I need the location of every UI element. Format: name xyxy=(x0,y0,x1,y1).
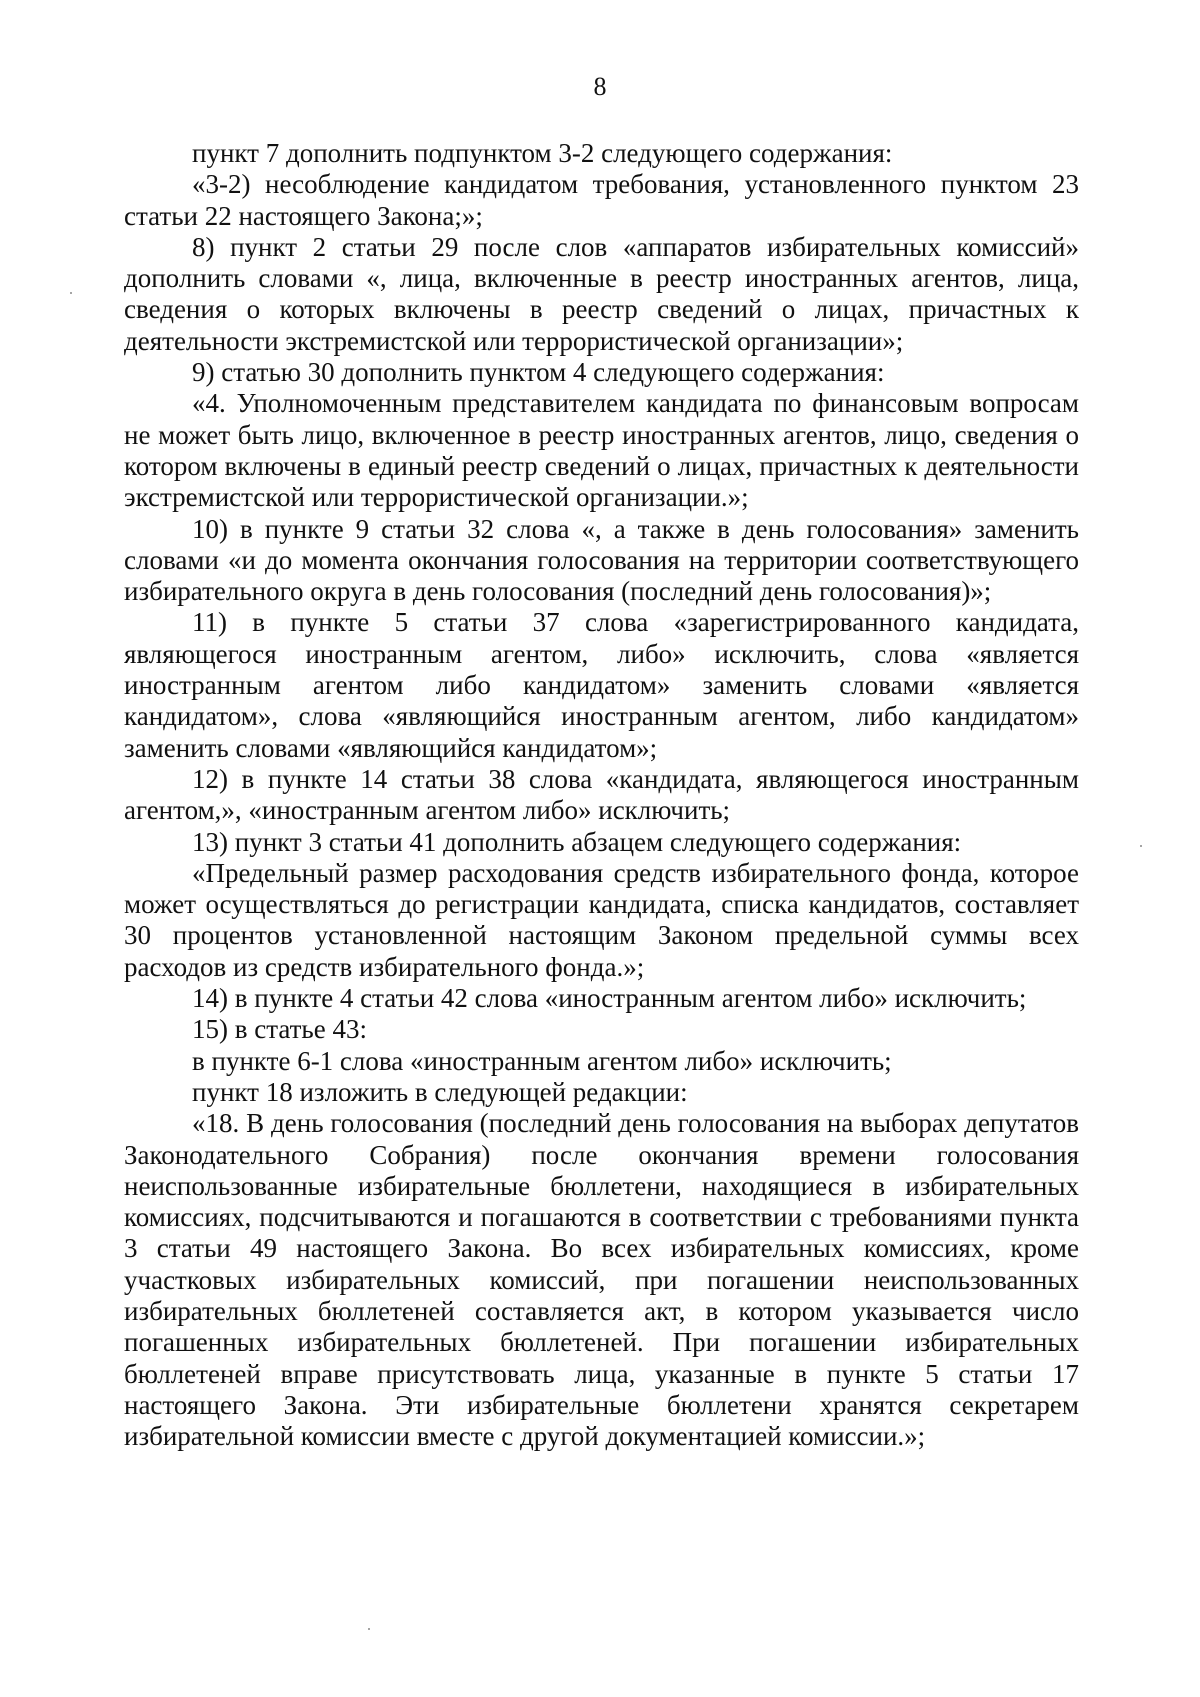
paragraph-article-30-point-4: «4. Уполномоченным представителем кандидата по финансовым вопросам не может быть лицо, включенное в реестр иностранных агентов, лицо, сведения о котором включены в единый реестр сведений о лицах, причастных к деятельности экстремистской или террористической организации.»; xyxy=(124,388,1079,513)
paragraph-article-41-addition: «Предельный размер расходования средств избирательного фонда, которое может осуществляться до регистрации кандидата, списка кандидатов, составляет 30 процентов установленной настоящим Законом предельной суммы всех расходов из средств избирательного фонда.»; xyxy=(124,857,1079,982)
paragraph-intro: пункт 7 дополнить подпунктом 3-2 следующего содержания: xyxy=(192,138,893,168)
paragraph-point-6-1: в пункте 6-1 слова «иностранным агентом либо» исключить; xyxy=(192,1045,892,1076)
paragraph-item-12: 12) в пункте 14 статьи 38 слова «кандидата, являющегося иностранным агентом,», «иностранным агентом либо» исключить; xyxy=(124,763,1079,826)
paragraph-item-10: 10) в пункте 9 статьи 32 слова «, а также в день голосования» заменить словами «и до момента окончания голосования на территории соответствующего избирательного округа в день голосования (последний день голосования)»; xyxy=(124,513,1079,607)
scan-speck xyxy=(368,1628,370,1630)
paragraph-subitem-3-2: «3-2) несоблюдение кандидатом требования, установленного пунктом 23 статьи 22 настоящего Закона;»; xyxy=(124,169,1079,231)
scan-speck xyxy=(1140,845,1142,847)
paragraph-point-18-text: «18. В день голосования (последний день голосования на выборах депутатов Законодательного Собрания) после окончания времени голосования неиспользованные избирательные бюллетени, находящиеся в избирательных комиссиях, подсчитываются и погашаются в соответствии с требованиями пункта 3 статьи 49 настоящего Закона. Во всех избирательных комиссиях, кроме участковых избирательных комиссий, при погашении неиспользованных избирательных бюллетеней составляется акт, в котором указывается число погашенных избирательных бюллетеней. При погашении избирательных бюллетеней вправе присутствовать лица, указанные в пункте 5 статьи 17 настоящего Закона. Эти избирательные бюллетени хранятся секретарем избирательной комиссии вместе с другой документацией комиссии.»; xyxy=(124,1108,1079,1452)
paragraph-item-11: 11) в пункте 5 статьи 37 слова «зарегистрированного кандидата, являющегося иностранным агентом, либо» исключить, слова «является иностранным агентом либо кандидатом» заменить словами «является кандидатом», слова «являющийся иностранным агентом, либо кандидатом» заменить словами «являющийся кандидатом»; xyxy=(124,607,1079,763)
scan-speck xyxy=(70,292,72,294)
document-body xyxy=(124,138,1079,1452)
paragraph-item-9: 9) статью 30 дополнить пунктом 4 следующего содержания: xyxy=(192,357,885,388)
page-number: 8 xyxy=(593,72,607,101)
paragraph-point-18-intro: пункт 18 изложить в следующей редакции: xyxy=(192,1076,688,1107)
paragraph-item-8: 8) пункт 2 статьи 29 после слов «аппаратов избирательных комиссий» дополнить словами «, лица, включенные в реестр иностранных агентов, лица, сведения о которых включены в реестр сведений о лицах, причастных к деятельности экстремистской или террористической организации»; xyxy=(124,231,1079,356)
paragraph-item-15: 15) в статье 43: xyxy=(192,1014,367,1045)
paragraph-item-13: 13) пункт 3 статьи 41 дополнить абзацем следующего содержания: xyxy=(192,826,962,857)
paragraph-item-14: 14) в пункте 4 статьи 42 слова «иностранным агентом либо» исключить; xyxy=(192,983,1027,1014)
